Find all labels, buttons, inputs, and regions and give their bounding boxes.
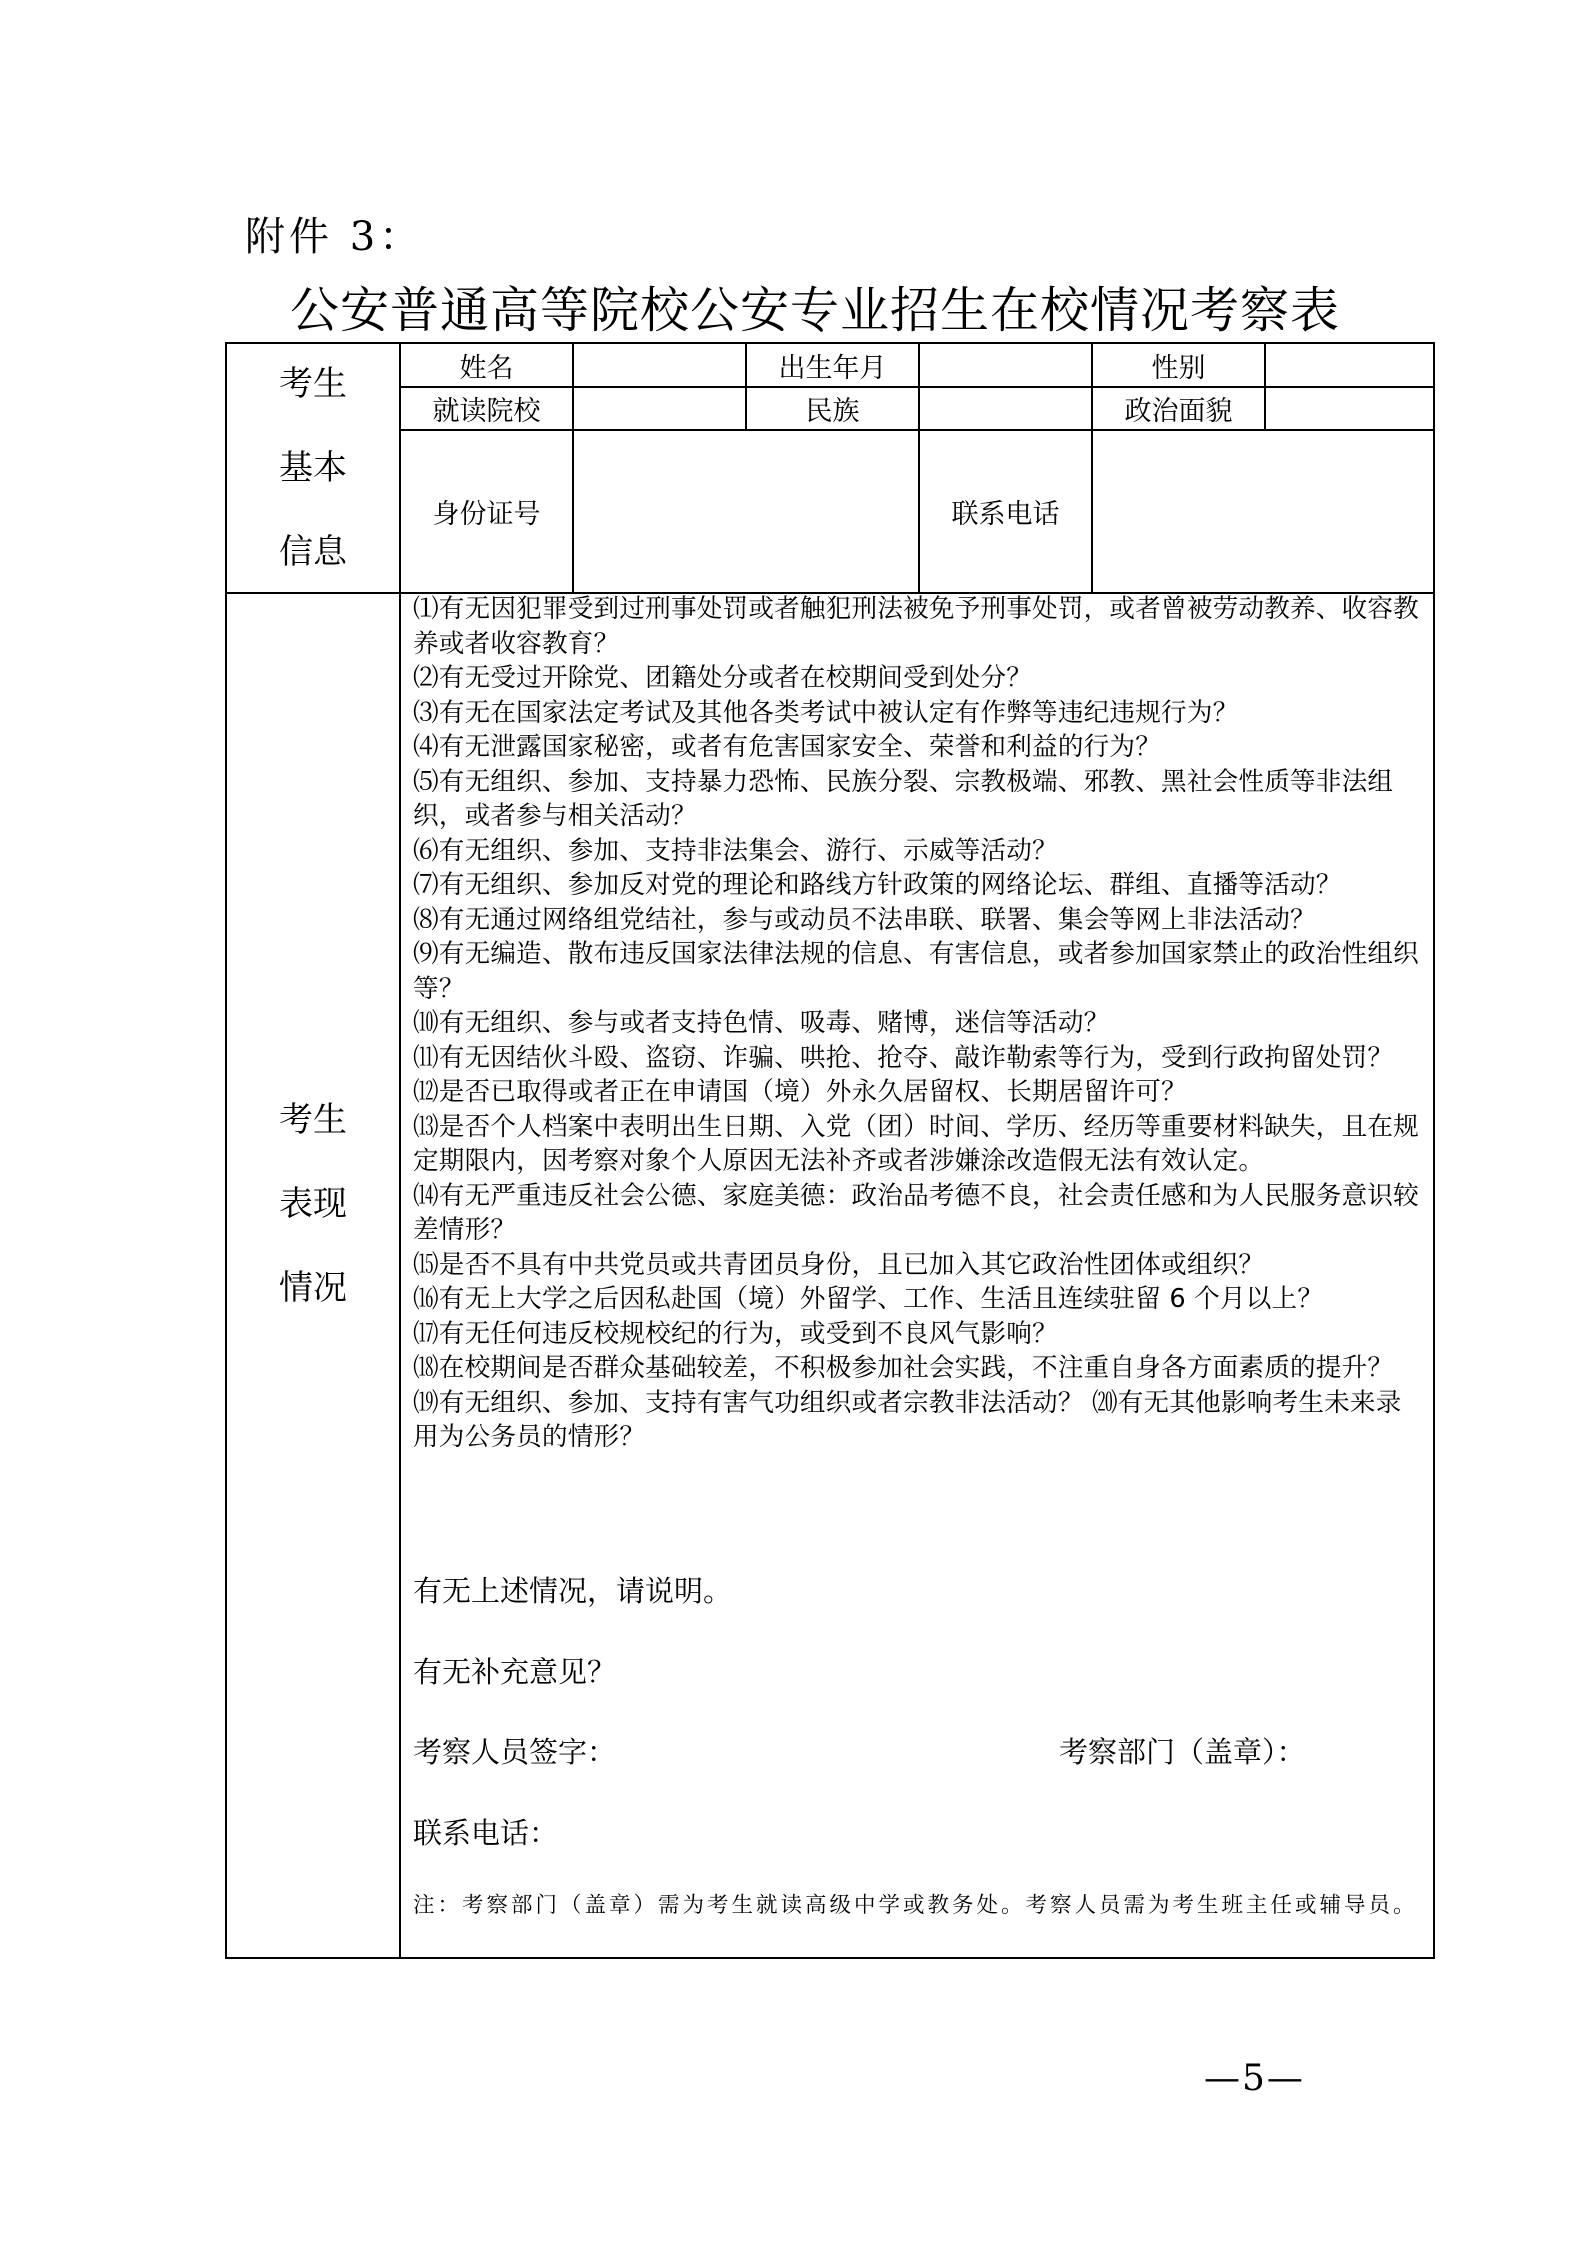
signature-label: 考察人员签字： [413,1735,617,1769]
question-item: ⑻有无通过网络组党结社，参与或动员不法串联、联署、集会等网上非法活动？ [413,904,1316,935]
question-item: ⑷有无泄露国家秘密，或者有危害国家安全、荣誉和利益的行为？ [413,732,1162,762]
birth-field[interactable] [920,344,1091,386]
basic-info-section-label [227,344,399,592]
gender-field[interactable] [1266,344,1433,386]
question-item: ⑹有无组织、参加、支持非法集会、游行、示威等活动？ [413,835,1058,866]
attachment-label: 附件 3： [245,214,424,260]
id-number-field[interactable] [574,431,918,592]
question-item: ⑽有无组织、参与或者支持色情、吸毒、赌博，迷信等活动？ [413,1008,1110,1038]
page-number: —5— [1204,2058,1305,2099]
question-item: ⑶有无在国家法定考试及其他各类考试中被认定有作弊等违纪违规行为？ [413,697,1239,728]
question-item: ⑼有无编造、散布违反国家法律法规的信息、有害信息，或者参加国家禁止的政治性组织等？ [413,939,1419,1004]
question-item: ⑺有无组织、参加反对党的理论和路线方针政策的网络论坛、群组、直播等活动？ [413,870,1342,900]
question-item: ⑴有无因犯罪受到过刑事处罚或者触犯刑法被免予刑事处罚，或者曾被劳动教养、收容教养或者收容教育？ [413,594,1419,659]
performance-section-label [227,904,399,1504]
contact-phone-label: 联系电话： [413,1816,559,1850]
name-field[interactable] [574,344,745,386]
gender-label: 性别 [1151,352,1206,384]
question-list [413,592,1427,1455]
footnote: 注：考察部门（盖章）需为考生就读高级中学或教务处。考察人员需为考生班主任或辅导员。 [413,1893,1418,1918]
phone-field[interactable] [1093,431,1433,592]
question-item: ⒆有无组织、参加、支持有害气功组织或者宗教非法活动？ ⒇有无其他影响考生未来录用为公务员的情形？ [413,1387,1402,1452]
political-label: 政治面貌 [1124,396,1233,427]
question-item: ⑾有无因结伙斗殴、盗窃、诈骗、哄抢、抢夺、敲诈勒索等行为，受到行政拘留处罚？ [413,1042,1394,1073]
label-line-2: 基本 [279,448,347,488]
label-line-3: 信息 [279,532,347,572]
ethnicity-field[interactable] [920,388,1091,429]
ethnicity-label: 民族 [805,396,860,427]
label-line-2: 表现 [279,1184,347,1224]
question-item: ⑵有无受过开除党、团籍处分或者在校期间受到处分？ [413,663,1033,693]
question-item: ⒃有无上大学之后因私赴国（境）外留学、工作、生活且连续驻留 6 个月以上？ [413,1284,1324,1314]
form-title: 公安普通高等院校公安专业招生在校情况考察表 [290,282,1341,339]
school-label: 就读院校 [432,396,541,427]
evaluation-form-table [225,342,1435,1959]
question-item: ⒄有无任何违反校规校纪的行为，或受到不良风气影响？ [413,1318,1058,1349]
phone-label: 联系电话 [951,499,1060,530]
id-number-label: 身份证号 [432,499,541,530]
question-item: ⒂是否不具有中共党员或共青团员身份，且已加入其它政治性团体或组织？ [413,1249,1265,1280]
question-item: ⑸有无组织、参加、支持暴力恐怖、民族分裂、宗教极端、邪教、黑社会性质等非法组织，或者参与相关活动？ [413,766,1394,831]
supplement-prompt: 有无补充意见？ [413,1655,617,1689]
department-stamp-label: 考察部门（盖章）： [1059,1735,1306,1769]
label-line-1: 考生 [279,1100,347,1140]
political-field[interactable] [1266,388,1433,429]
question-item: ⒅在校期间是否群众基础较差，不积极参加社会实践，不注重自身各方面素质的提升？ [413,1353,1394,1383]
label-line-1: 考生 [279,364,347,404]
birth-label: 出生年月 [778,352,887,384]
label-line-3: 情况 [279,1268,347,1308]
question-item: ⒀是否个人档案中表明出生日期、入党（团）时间、学历、经历等重要材料缺失，且在规定期限内，因考察对象个人原因无法补齐或者涉嫌涂改造假无法有效认定。 [413,1111,1419,1176]
question-item: ⒁有无严重违反社会公德、家庭美德：政治品考德不良，社会责任感和为人民服务意识较差情形？ [413,1180,1419,1245]
school-field[interactable] [574,388,745,429]
name-label: 姓名 [459,352,514,384]
question-item: ⑿是否已取得或者正在申请国（境）外永久居留权、长期居留许可？ [413,1077,1187,1107]
explain-prompt: 有无上述情况，请说明。 [413,1574,733,1608]
